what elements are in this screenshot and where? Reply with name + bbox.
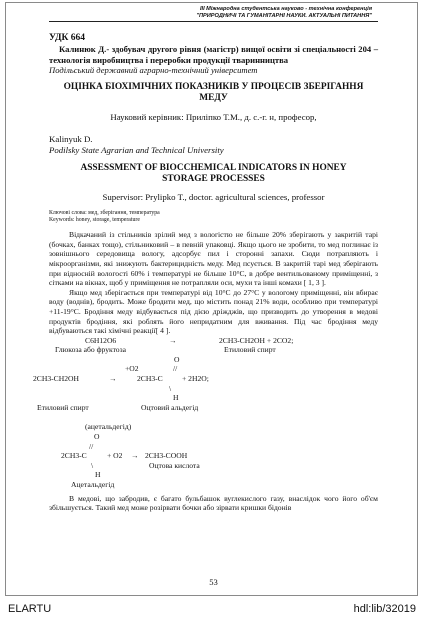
title-ua: ОЦІНКА БІОХІМІЧНИХ ПОКАЗНИКІВ У ПРОЦЕСІВ ЗБЕРІГАННЯ МЕДУ [63,82,364,104]
eq1-product: 2CH3-CH2OH + 2CO2; [219,335,294,345]
udk-code: УДК 664 [49,33,86,44]
paragraph-2: Якщо мед зберігається при температурі від 10°С до 27°С у вологому приміщенні, він вбирає воду (воднів), бродить. Може бродити мед, що містить понад 21% води, особливо при температурі +11-19°С. Бродіння меду відбувається під дією дріжджів, що призводить до утворення в медові продуктів бродіння, які роблять його непридатним для вживання. Під час бродіння меду відбуваються такі хімічні реакції[ 4 ]. [49,287,378,336]
page-number: 53 [209,577,218,587]
conference-line-2: "ПРИРОДНИЧІ ТА ГУМАНІТАРНІ НАУКИ. АКТУАЛЬНІ ПИТАННЯ" [196,12,372,19]
eq3-label-bottom: Ацетальдегід [71,479,115,489]
eq3-label-right: Оцтова кислота [149,460,200,470]
affiliation-ua: Подільський державний аграрно-технічний університет [49,65,258,75]
eq2-oxygen-atom: O [174,354,180,364]
eq3-arrow: → [131,450,139,460]
eq1-label-left: Глюкоза або фруктоза [55,344,126,354]
eq3-product: 2CH3-COOH [145,450,188,460]
eq2-hydrogen-atom: H [173,392,179,402]
author-en: Kalinyuk D. [49,134,93,145]
conference-line-1: ІІІ Міжнародна студентська науково - технічна конференція [199,6,372,12]
eq2-double-bond: // [173,363,178,373]
eq3-oxygen: + O2 [107,450,123,460]
eq2-single-bond: \ [169,383,172,393]
title-en: ASSESSMENT OF BIOCCHEMICAL INDICATORS IN HONEY STORAGE PROCESSES [80,163,347,185]
eq3-oxygen-atom: O [94,431,100,441]
eq3-hydrogen-atom: H [95,469,101,479]
document-page [33,6,378,587]
author-ua: Калинюк Д.- здобувач другого рівня (магістр) вищої освіти зі спеціальності 204 – технологія виробництва і переробки продукції тваринництва [49,44,378,65]
keywords-block [49,210,378,224]
repository-name: ELARTU [8,603,52,615]
eq3-single-bond: \ [91,460,94,470]
repository-footer [0,600,424,620]
supervisor-en: Supervisor: Prylipko T., doctor. agricultural sciences, professor [102,192,325,203]
header-rule [49,21,378,22]
eq3-label-top: (ацетальдегід) [85,421,132,431]
eq2-plus-o2: +O2 [125,363,139,373]
eq2-label-left: Етиловий спирт [37,402,89,412]
eq1-reactant: C6H12O6 [85,335,117,345]
eq1-arrow: → [169,335,177,345]
paragraph-1: Відкачаний із стільників зрілий мед з вологістю не більше 20% зберігають у закритій тарі (бочках, банках тощо), стільниковий – в певній упаковці. Якщо цього не зробити, то мед поглинає із зовнішнього середовища вологу, адсорбує пил і сторонні запахи. Сюди потрапляють і мікроорганізми, які знижують бактерицидність меду. Мед псується. В закритій тарі мед зберігають при відносній вологості 60% і температурі не більше 10°С, в добре вентильованому приміщенні, з сітками на вікнах, щоб у приміщення не потрапляли оси, мухи та інші комахи [ 1, 3 ]. [49,230,378,288]
keywords-en: Keywords: honey, storage, temperature [49,217,140,224]
supervisor-ua: Науковий керівник: Приліпко Т.М., д. с.-г. н, професор, [110,112,317,123]
chemical-reactions [33,335,378,516]
eq3-double-bond: // [89,441,94,451]
eq2-arrow: → [109,373,117,383]
paragraph-3: В медові, що забродив, є багато бульбашок вуглекислого газу, внаслідок чого його об'єм збільшується. Такий мед може розірвати бочки або зірвати кришки бідонів [49,493,378,513]
handle-id: hdl:lib/32019 [353,603,416,615]
keywords-ua: Ключові слова: мед, зберігання, температура [49,210,160,217]
eq1-label-right: Етиловий спирт [224,344,276,354]
conference-header [49,6,372,19]
eq3-reactant: 2CH3-C [61,450,87,460]
eq2-product: 2CH3-C [137,373,163,383]
eq2-reactant: 2CH3-CH2OH [33,373,79,383]
affiliation-en: Podilsky State Agrarian and Technical University [49,144,224,155]
eq2-label-right: Оцтовий альдегід [141,402,199,412]
eq2-water: + 2H2O; [182,373,209,383]
